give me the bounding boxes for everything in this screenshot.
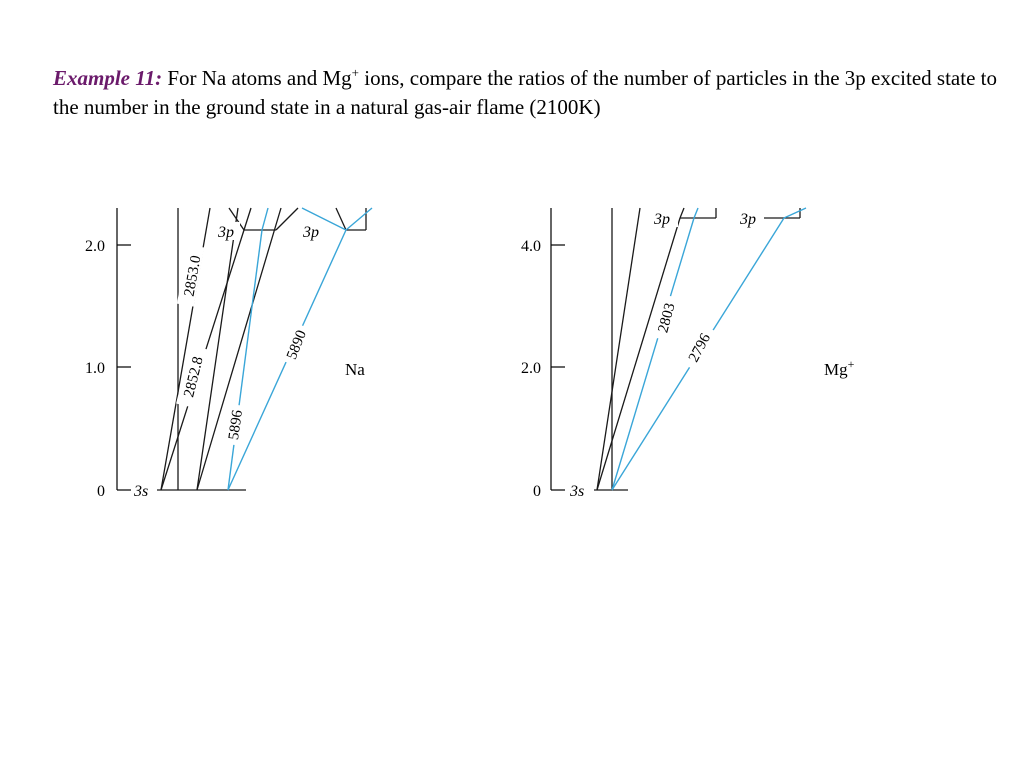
mg-blue-stub-1 [694, 208, 698, 218]
mg-tick-label-0: 0 [533, 483, 541, 500]
mg-3p-label-2: 3p [740, 211, 756, 228]
mg-wl-2796: 2796 [685, 331, 715, 365]
na-line-b [197, 208, 281, 490]
mg-line-c [680, 208, 684, 218]
na-tick-label-1: 1.0 [85, 360, 105, 377]
na-3p-label-2: 3p [303, 224, 319, 241]
na-line-c [244, 208, 251, 230]
na-tick-label-2: 2.0 [85, 238, 105, 255]
mg-element-symbol: Mg [824, 360, 848, 379]
mg-element-charge: + [847, 357, 855, 371]
mg-wl-2803: 2803 [655, 301, 679, 335]
mg-ground-label: 3s [570, 483, 585, 500]
na-wl-2852: 2852.8 [181, 355, 207, 399]
mg-3p-label-1: 3p [654, 211, 670, 228]
question-part2: ions, compare the ratios of the number of particles in the 3p excited state to the number in the ground state in a natural gas-air flame (2100K) [53, 66, 997, 119]
na-3p-level-2-fan [336, 208, 346, 230]
na-blue-stub-3 [346, 208, 372, 230]
na-line-d [276, 208, 298, 230]
example-label: Example 11: [53, 66, 163, 90]
ion-charge: + [351, 65, 360, 80]
na-wl-5896: 5896 [225, 409, 247, 441]
na-wl-2853: 2853.0 [181, 254, 205, 298]
mg-element-label [824, 357, 855, 379]
mg-line-a [597, 208, 640, 490]
mg-diagram [521, 208, 855, 500]
mg-line-blue-1 [612, 218, 694, 490]
na-3p-label-1: 3p [218, 224, 234, 241]
na-tick-label-0: 0 [97, 483, 105, 500]
mg-tick-label-2: 2.0 [521, 360, 541, 377]
na-element-label: Na [345, 360, 365, 379]
question-part1: For Na atoms and Mg [162, 66, 352, 90]
mg-blue-stub-2 [784, 208, 806, 218]
na-wl-5890: 5890 [283, 328, 311, 362]
na-blue-stub-1 [262, 208, 268, 230]
na-diagram [85, 208, 372, 500]
na-ground-label: 3s [134, 483, 149, 500]
mg-tick-label-4: 4.0 [521, 238, 541, 255]
